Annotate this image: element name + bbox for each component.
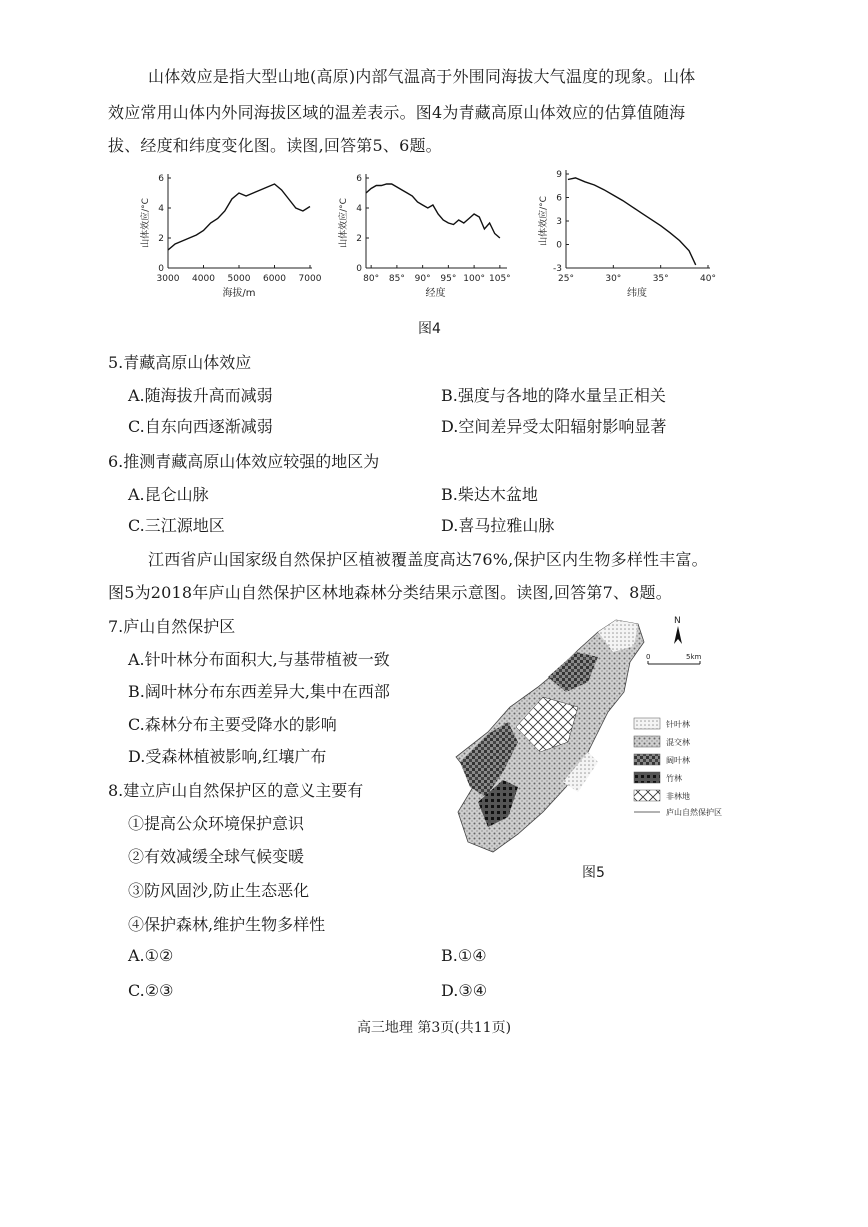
legend-swatch-mixed bbox=[634, 736, 660, 747]
chart2-xtick-label: 80° bbox=[363, 274, 380, 284]
chart3-ytick-label: 6 bbox=[556, 193, 562, 204]
chart3-xtick-label: 30° bbox=[605, 274, 622, 284]
north-label: N bbox=[674, 616, 681, 626]
chart2-xtick-label: 105° bbox=[489, 274, 511, 284]
q7-option-d: D.受森林植被影响,红壤广布 bbox=[128, 747, 327, 766]
scale-zero: 0 bbox=[646, 653, 651, 661]
lushan-map bbox=[448, 612, 768, 862]
intro2-line-2: 图5为2018年庐山自然保护区林地森林分类结果示意图。读图,回答第7、8题。 bbox=[108, 583, 672, 602]
legend-swatch-conifer bbox=[634, 718, 660, 729]
chart2-xtick-label: 100° bbox=[463, 274, 485, 284]
chart3-series-line bbox=[568, 178, 696, 265]
legend-label-reserve: 庐山自然保护区 bbox=[666, 808, 722, 817]
chart2-ytick-label: 4 bbox=[356, 204, 362, 214]
intro-line-1: 山体效应是指大型山地(高原)内部气温高于外围同海拔大气温度的现象。山体 bbox=[148, 67, 696, 86]
chart3-ytick-label: -3 bbox=[553, 264, 562, 274]
q8-option-c: C.②③ bbox=[128, 981, 174, 1000]
chart3-ytick-label: 3 bbox=[556, 217, 562, 227]
intro-line-2: 效应常用山体内外同海拔区域的温差表示。图4为青藏高原山体效应的估算值随海 bbox=[108, 103, 686, 122]
chart2-ytick-label: 6 bbox=[356, 174, 362, 184]
chart1-ytick-label: 6 bbox=[158, 174, 164, 184]
q6-option-d: D.喜马拉雅山脉 bbox=[441, 516, 555, 535]
chart3-ytick-label: 0 bbox=[556, 240, 562, 251]
intro-line-3: 拔、经度和纬度变化图。读图,回答第5、6题。 bbox=[108, 136, 442, 155]
legend-label-broadleaf: 阔叶林 bbox=[666, 756, 690, 765]
chart2-ytick-label: 2 bbox=[356, 234, 362, 244]
legend-label-conifer: 针叶林 bbox=[666, 720, 690, 729]
q8-item-3: ③防风固沙,防止生态恶化 bbox=[128, 881, 310, 900]
q7-option-b: B.阔叶林分布东西差异大,集中在西部 bbox=[128, 682, 390, 701]
chart1-ylabel: 山体效应/°C bbox=[141, 198, 151, 248]
chart1-xtick-label: 6000 bbox=[263, 274, 286, 284]
chart1-ytick-label: 4 bbox=[158, 204, 164, 214]
q5-stem: 5.青藏高原山体效应 bbox=[108, 353, 252, 372]
q6-stem: 6.推测青藏高原山体效应较强的地区为 bbox=[108, 452, 380, 471]
legend-swatch-broadleaf bbox=[634, 754, 660, 765]
figure-4-caption: 图4 bbox=[418, 321, 441, 337]
map-legend bbox=[634, 718, 722, 817]
chart3-xlabel: 纬度 bbox=[627, 288, 647, 299]
chart1-xlabel: 海拔/m bbox=[222, 288, 256, 299]
chart1-series-line bbox=[168, 184, 310, 250]
chart1-xtick-label: 4000 bbox=[192, 274, 215, 284]
north-arrow-icon bbox=[674, 626, 682, 644]
chart1-xtick-label: 3000 bbox=[156, 274, 180, 284]
intro2-line-1: 江西省庐山国家级自然保护区植被覆盖度高达76%,保护区内生物多样性丰富。 bbox=[148, 550, 708, 569]
chart3-xtick-label: 25° bbox=[558, 274, 574, 284]
chart2-xtick-label: 95° bbox=[440, 274, 457, 284]
page-footer: 高三地理 第3页(共11页) bbox=[356, 1020, 512, 1036]
legend-swatch-nonforest bbox=[634, 790, 660, 801]
q8-item-2: ②有效减缓全球气候变暖 bbox=[128, 847, 305, 866]
chart2-xtick-label: 85° bbox=[388, 274, 405, 284]
q8-item-4: ④保护森林,维护生物多样性 bbox=[128, 915, 326, 934]
q7-option-c: C.森林分布主要受降水的影响 bbox=[128, 715, 337, 734]
chart2-ylabel: 山体效应/°C bbox=[339, 198, 349, 248]
chart2-xtick-label: 90° bbox=[414, 274, 431, 284]
chart2-series-line bbox=[366, 184, 500, 238]
q8-option-b: B.①④ bbox=[441, 946, 487, 965]
chart2-xlabel: 经度 bbox=[425, 288, 446, 299]
chart3-ytick-label: 9 bbox=[556, 170, 562, 180]
chart1-xtick-label: 5000 bbox=[227, 274, 251, 284]
q8-option-d: D.③④ bbox=[441, 981, 488, 1000]
legend-label-nonforest: 非林地 bbox=[666, 792, 690, 801]
chart3-xtick-label: 35° bbox=[652, 274, 669, 284]
q5-option-d: D.空间差异受太阳辐射影响显著 bbox=[441, 417, 667, 436]
q7-option-a: A.针叶林分布面积大,与基带植被一致 bbox=[128, 650, 390, 669]
chart3-xtick-label: 40° bbox=[700, 274, 716, 284]
chart1-ytick-label: 0 bbox=[158, 264, 164, 274]
legend-swatch-bamboo bbox=[634, 772, 660, 783]
chart1-ytick-label: 2 bbox=[158, 234, 164, 244]
q5-option-c: C.自东向西逐渐减弱 bbox=[128, 417, 273, 436]
q7-stem: 7.庐山自然保护区 bbox=[108, 617, 236, 636]
legend-label-mixed: 混交林 bbox=[666, 738, 690, 747]
chart3-ylabel: 山体效应/°C bbox=[539, 196, 549, 246]
q6-option-a: A.昆仑山脉 bbox=[128, 485, 209, 504]
q8-stem: 8.建立庐山自然保护区的意义主要有 bbox=[108, 781, 364, 800]
chart1-xtick-label: 7000 bbox=[298, 274, 322, 284]
q5-option-b: B.强度与各地的降水量呈正相关 bbox=[441, 386, 666, 405]
scale-end: 5km bbox=[686, 653, 702, 661]
chart2-ytick-label: 0 bbox=[356, 264, 362, 274]
figure-4-charts bbox=[0, 160, 868, 330]
q8-item-1: ①提高公众环境保护意识 bbox=[128, 814, 305, 833]
q8-option-a: A.①② bbox=[128, 946, 174, 965]
figure-5-caption: 图5 bbox=[582, 865, 605, 881]
q6-option-b: B.柴达木盆地 bbox=[441, 485, 538, 504]
q5-option-a: A.随海拔升高而减弱 bbox=[128, 386, 273, 405]
q6-option-c: C.三江源地区 bbox=[128, 516, 225, 535]
legend-label-bamboo: 竹林 bbox=[666, 774, 682, 783]
